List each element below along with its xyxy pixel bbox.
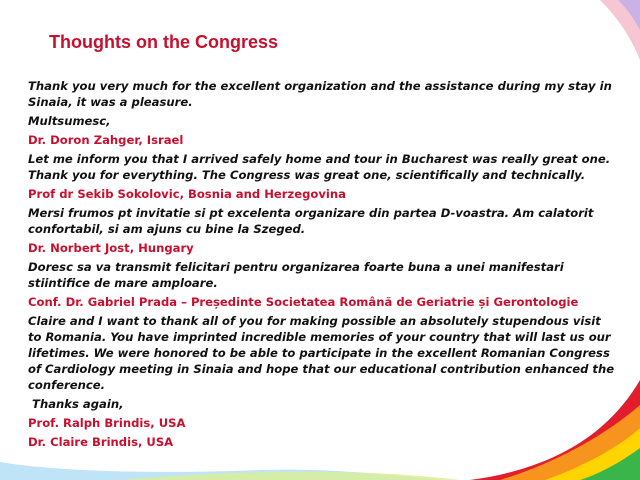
quote-zahger: Thank you very much for the excellent organization and the assistance during my stay in Sinaia, it was a pleasure. bbox=[28, 79, 612, 109]
signature-sokolovic: Prof dr Sekib Sokolovic, Bosnia and Herzegovina bbox=[28, 187, 346, 201]
testimonials bbox=[28, 78, 618, 453]
signature-zahger: Dr. Doron Zahger, Israel bbox=[28, 133, 184, 147]
signature-ralph-brindis: Prof. Ralph Brindis, USA bbox=[28, 416, 186, 430]
signature-claire-brindis: Dr. Claire Brindis, USA bbox=[28, 435, 174, 449]
quote-jost: Mersi frumos pt invitatie si pt excelenta organizare din partea D-voastra. Am calatorit confortabil, si am ajuns cu bine la Szeged. bbox=[28, 206, 594, 236]
slide-title: Thoughts on the Congress bbox=[49, 32, 278, 52]
quote-brindis: Claire and I want to thank all of you for making possible an absolutely stupendous visit to Romania. You have imprinted incredible memories of your country that will last us our lifetimes. We were honored to be able to participate in the excellent Romanian Congress of Cardiology meeting in Sinaia and hope that our educational contribution enhanced the conference. bbox=[28, 314, 615, 392]
quote-zahger-closing: Multsumesc, bbox=[28, 114, 111, 128]
quote-brindis-closing: Thanks again, bbox=[28, 397, 124, 411]
quote-prada: Doresc sa va transmit felicitari pentru organizarea foarte buna a unei manifestari stiintifice de mare amploare. bbox=[28, 260, 564, 290]
quote-sokolovic: Let me inform you that I arrived safely home and tour in Bucharest was really great one. Thank you for everything. The Congress was great one, scientifically and technically. bbox=[28, 152, 611, 182]
signature-prada: Conf. Dr. Gabriel Prada – Președinte Societatea Română de Geriatrie și Gerontologie bbox=[28, 295, 579, 309]
signature-jost: Dr. Norbert Jost, Hungary bbox=[28, 241, 194, 255]
